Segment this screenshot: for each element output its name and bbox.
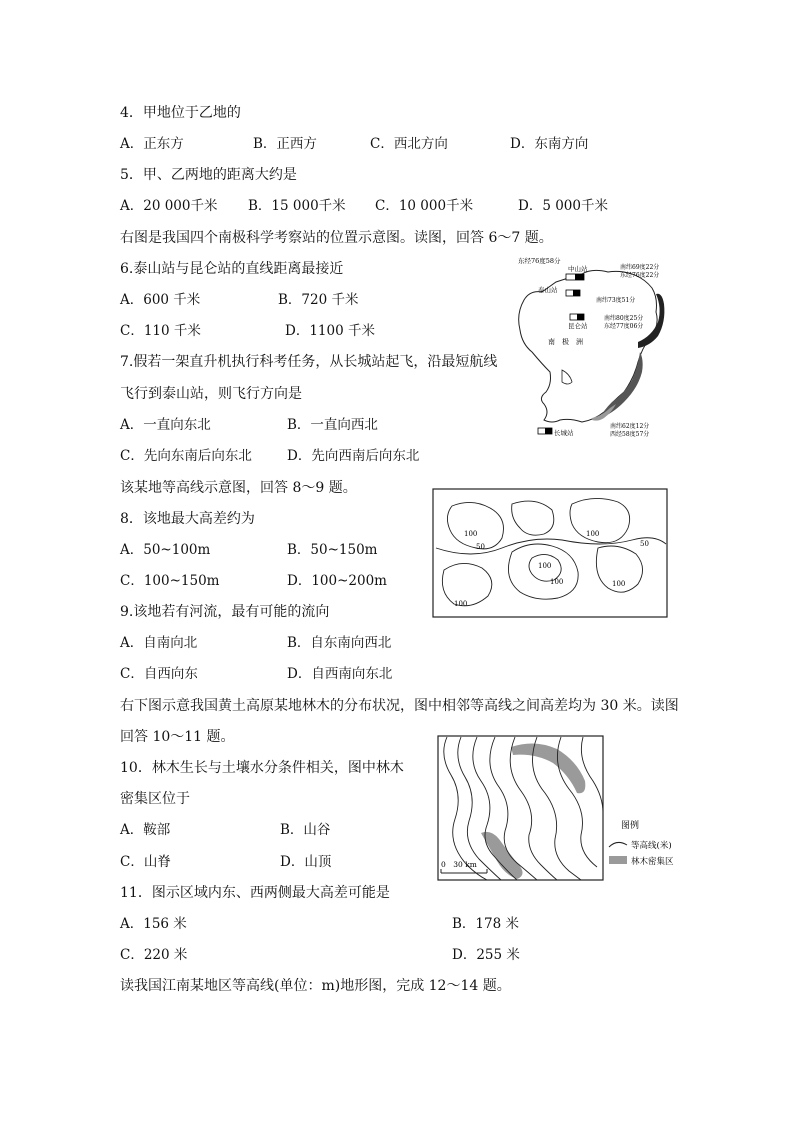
q8-option-a: A．50~100m (120, 542, 211, 558)
zhongshan-coords-1: 南纬69度22分 (620, 264, 660, 271)
intro-12-14: 读我国江南某地区等高线(单位：m)地形图，完成 12～14 题。 (120, 978, 511, 994)
q11-option-d: D．255 米 (452, 947, 520, 963)
intro-10-11-line2: 回答 10～11 题。 (120, 729, 235, 745)
contour-map-8-9 (432, 488, 668, 618)
legend-forest-swatch (609, 856, 627, 864)
changcheng-label: 长城站 (554, 429, 574, 437)
q4-option-b: B．正西方 (253, 136, 317, 152)
taishan-coords: 南纬73度51分 (596, 297, 636, 304)
q9-option-c: C．自西向东 (120, 666, 198, 682)
antarctic-stations-map (512, 252, 674, 444)
q8-option-b: B．50~150m (287, 542, 378, 558)
q10-option-d: D．山顶 (280, 854, 332, 870)
legend-title: 图例 (621, 821, 640, 831)
inland-feature (562, 370, 572, 384)
q9-option-b: B．自东南向西北 (287, 635, 392, 651)
q8-option-d: D．100~200m (287, 573, 387, 589)
q4-option-a: A．正东方 (120, 136, 184, 152)
q8-option-c: C．100~150m (120, 573, 220, 589)
q11-stem: 11．图示区域内东、西两侧最大高差可能是 (120, 885, 390, 901)
q9-option-a: A．自南向北 (120, 635, 198, 651)
contour-label: 100 (612, 580, 626, 588)
q11-option-c: C．220 米 (120, 947, 188, 963)
legend-contour-swatch (609, 842, 627, 847)
q6-option-b: B．720 千米 (278, 292, 359, 308)
q6-option-a: A．600 千米 (120, 292, 201, 308)
contour-label: 50 (476, 543, 485, 551)
kunlun-label: 昆仑站 (568, 322, 588, 330)
intro-6-7: 右图是我国四个南极科学考察站的位置示意图。读图，回答 6～7 题。 (120, 230, 553, 246)
east-longitude-label: 东经76度58分 (518, 257, 561, 265)
q5-stem: 5．甲、乙两地的距离大约是 (120, 167, 297, 183)
q10-option-a: A．鞍部 (120, 822, 171, 838)
zhongshan-label: 中山站 (568, 265, 588, 273)
q7-stem-line1: 7.假若一架直升机执行科考任务，从长城站起飞，沿最短航线 (120, 354, 498, 370)
contour-label: 100 (586, 530, 600, 538)
scale-label: 0 30 km (441, 860, 477, 869)
q8-stem: 8．该地最大高差约为 (120, 511, 255, 527)
q4-option-d: D．东南方向 (510, 136, 589, 152)
q10-stem-line1: 10．林木生长与土壤水分条件相关，图中林木 (120, 760, 404, 776)
q7-option-c: C．先向东南后向东北 (120, 448, 252, 464)
q6-option-d: D．1100 千米 (285, 323, 375, 339)
changcheng-coords-2: 西经58度57分 (610, 431, 650, 438)
q7-option-a: A．一直向东北 (120, 417, 211, 433)
q6-stem: 6.泰山站与昆仑站的直线距离最接近 (120, 261, 344, 277)
legend-forest-label: 林木密集区 (631, 857, 674, 867)
q4-stem: 4．甲地位于乙地的 (120, 105, 241, 121)
q5-option-b: B．15 000千米 (248, 198, 346, 214)
q5-option-c: C．10 000千米 (375, 198, 474, 214)
q7-stem-line2: 飞行到泰山站，则飞行方向是 (120, 386, 302, 402)
q7-option-b: B．一直向西北 (287, 417, 378, 433)
q9-stem: 9.该地若有河流，最有可能的流向 (120, 604, 330, 620)
kunlun-coords-1: 南纬80度25分 (604, 315, 644, 322)
q5-option-a: A．20 000千米 (120, 198, 218, 214)
contour-label: 100 (464, 530, 478, 538)
forest-distribution-map (437, 735, 707, 883)
legend-contour-label: 等高线(米) (631, 841, 672, 851)
q6-option-c: C．110 千米 (120, 323, 201, 339)
kunlun-coords-2: 东经77度06分 (604, 323, 644, 330)
ice-shelf-south (600, 352, 643, 418)
continent-label: 南 极 洲 (548, 338, 583, 346)
changcheng-coords-1: 南纬62度12分 (610, 423, 650, 430)
q10-stem-line2: 密集区位于 (120, 791, 190, 807)
contour-label: 50 (640, 540, 649, 548)
q10-option-b: B．山谷 (280, 822, 331, 838)
contour-label: 100 (454, 600, 468, 608)
intro-8-9: 该某地等高线示意图，回答 8～9 题。 (120, 480, 357, 496)
taishan-label: 泰山站 (538, 286, 558, 294)
intro-10-11-line1: 右下图示意我国黄土高原某地林木的分布状况，图中相邻等高线之间高差均为 30 米。读图 (120, 698, 679, 714)
zhongshan-coords-2: 东经76度22分 (620, 272, 660, 279)
q11-option-b: B．178 米 (452, 916, 519, 932)
q11-option-a: A．156 米 (120, 916, 187, 932)
contour-label: 100 (550, 578, 564, 586)
q10-option-c: C．山脊 (120, 854, 171, 870)
q7-option-d: D．先向西南后向东北 (287, 448, 420, 464)
contour-label: 100 (538, 562, 552, 570)
q5-option-d: D．5 000千米 (518, 198, 608, 214)
q4-option-c: C．西北方向 (370, 136, 448, 152)
q9-option-d: D．自西南向东北 (287, 666, 393, 682)
